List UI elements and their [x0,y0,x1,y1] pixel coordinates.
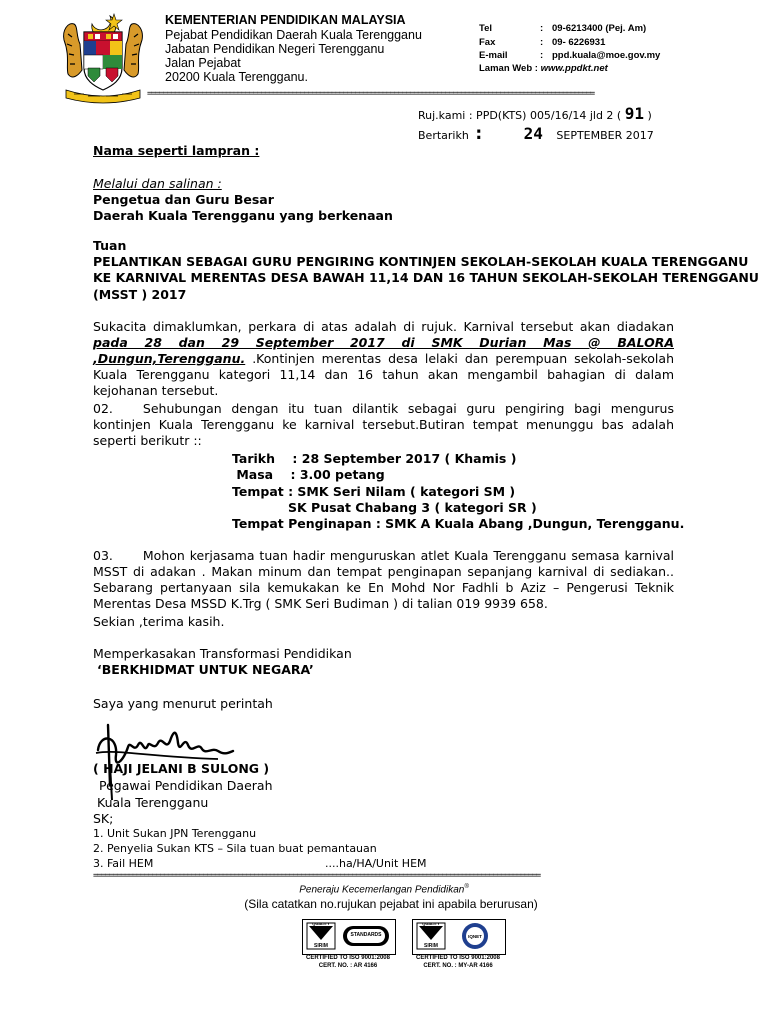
file-reference: ....ha/HA/Unit HEM [325,857,427,870]
contact-tel: Tel : 09-6213400 (Pej. Am) [479,23,647,34]
cert-number-2: CERT. NO. : MY-AR 4166 [423,963,493,969]
web-label: Laman Web : [479,63,538,74]
footer-note: (Sila catatkan no.rujukan pejabat ini apabila berurusan) [244,897,538,911]
paragraph-1: Sukacita dimaklumkan, perkara di atas adalah di rujuk. Karnival tersebut akan diadakan pada 28 dan 29 September 2017 di SMK Durian Mas @ BALORA ,Dungun,Terengganu. .Kontinjen merentas desa lelaki dan perempuan sekolah-sekolah Kuala Terengganu kategori 11,14 dan 16 tahun akan mengambil bahagian di dalam kejohanan tersebut. [93,319,674,398]
date-month-year: SEPTEMBER 2017 [556,129,654,142]
cert-line-1: CERTIFIED TO ISO 9001:2008 [306,955,390,961]
subject-line-1: PELANTIKAN SEBAGAI GURU PENGIRING KONTINJEN SEKOLAH-SEKOLAH KUALA TERENGGANU [93,254,749,269]
copy-to-item-2: 2. Penyelia Sukan KTS – Sila tuan buat pemantauan [93,842,377,855]
motto-line-2: ‘BERKHIDMAT UNTUK NEGARA’ [97,662,314,677]
letter-date: Bertarikh : 24 SEPTEMBER 2017 [418,124,654,144]
signer-title-1: Pegawai Pendidikan Daerah [99,778,273,793]
footer-separator: ================================================================================================================== [93,872,540,880]
copy-to-item-1: 1. Unit Sukan JPN Terengganu [93,827,257,840]
tel-label: Tel [479,23,493,34]
fax-label: Fax [479,37,496,48]
via-copy-heading: Melalui dan salinan : [93,176,222,191]
cert-line-2: CERTIFIED TO ISO 9001:2008 [416,955,500,961]
department-name: Jabatan Pendidikan Negeri Terengganu [165,42,385,56]
paragraph-3: 03. Mohon kerjasama tuan hadir menguruskan atlet Kuala Terengganu semasa karnival MSST di adakan . Makan minum dan tempat penginapan sepanjang karnival di sediakan.. Sebarang pertanyaan sila kemukakan ke En Mohd Nor Fadhli b Aziz – Pengerusi Teknik Merentas Desa MSSD K.Trg ( SMK Seri Budiman ) di talian 019 9939 658. [93,548,674,611]
signer-name: ( HAJI JELANI B SULONG ) [93,761,270,776]
paragraph-2-number: 02. [93,401,113,416]
subject-line-3: (MSST ) 2017 [93,287,187,302]
cert-number-1: CERT. NO. : AR 4166 [318,963,378,969]
contact-email: E-mail : ppd.kuala@moe.gov.my [479,50,661,61]
office-name: Pejabat Pendidikan Daerah Kuala Terengganu [165,28,422,42]
recipient-list-heading: Nama seperti lampran : [93,143,260,158]
postcode-city: 20200 Kuala Terengganu. [165,70,308,84]
subject-line-2: KE KARNIVAL MERENTAS DESA BAWAH 11,14 DAN 16 TAHUN SEKOLAH-SEKOLAH TERENGGANU [93,270,759,285]
signer-title-2: Kuala Terengganu [97,795,209,810]
detail-time: Masa : 3.00 petang [232,467,385,482]
detail-date: Tarikh : 28 September 2017 ( Khamis ) [232,451,517,466]
email-value[interactable]: ppd.kuala@moe.gov.my [552,50,661,61]
paragraph-3-number: 03. [93,548,113,563]
detail-venue: Tempat : SMK Seri Nilam ( kategori SM ) [232,484,516,499]
closing-line: Sekian ,terima kasih. [93,614,225,629]
reference-number: Ruj.kami : PPD(KTS) 005/16/14 jld 2 ( 91 ) [418,104,652,123]
recipient-line-1: Pengetua dan Guru Besar [93,192,274,207]
header-separator: ================================================================================================================== [147,90,594,98]
detail-venue-2: SK Pusat Chabang 3 ( kategori SR ) [288,500,537,515]
motto-line-1: Memperkasakan Transformasi Pendidikan [93,646,352,661]
event-date-venue: pada 28 dan 29 September 2017 di SMK Durian Mas @ BALORA ,Dungun,Terengganu. [93,335,674,366]
iqnet-certification-badge: QUALITY SYSTEM SIRIM IQNET [412,919,506,955]
contact-fax: Fax : 09- 6226931 [479,37,606,48]
salutation: Tuan [93,238,127,253]
web-link[interactable]: www.ppdkt.net [540,63,608,74]
detail-accommodation: Tempat Penginapan : SMK A Kuala Abang ,Dungun, Terengganu. [232,516,685,531]
date-day: 24 [523,124,543,143]
malaysia-coat-of-arms-logo [60,10,146,106]
street-address: Jalan Pejabat [165,56,241,70]
contact-website [479,63,608,74]
date-label: Bertarikh [418,129,469,142]
recipient-line-2: Daerah Kuala Terengganu yang berkenaan [93,208,393,223]
paragraph-2: 02. Sehubungan dengan itu tuan dilantik sebagai guru pengiring bagi mengurus kontinjen Kuala Terengganu ke karnival tersebut.Butiran tempat menunggu bas adalah seperti berikutr :: [93,401,674,448]
footer-tagline: Peneraju Kecemerlangan Pendidikan® [299,884,469,896]
obedient-line: Saya yang menurut perintah [93,696,273,711]
tel-value: 09-6213400 (Pej. Am) [552,23,647,34]
fax-value: 09- 6226931 [552,37,606,48]
sirim-certification-badge: QUALITY SYSTEM SIRIM STANDARDS [302,919,396,955]
ministry-name: KEMENTERIAN PENDIDIKAN MALAYSIA [165,13,406,27]
copy-to-label: SK; [93,811,114,826]
email-label: E-mail [479,50,508,61]
reference-serial: 91 [624,104,644,123]
copy-to-item-3: 3. Fail HEM [93,857,154,870]
